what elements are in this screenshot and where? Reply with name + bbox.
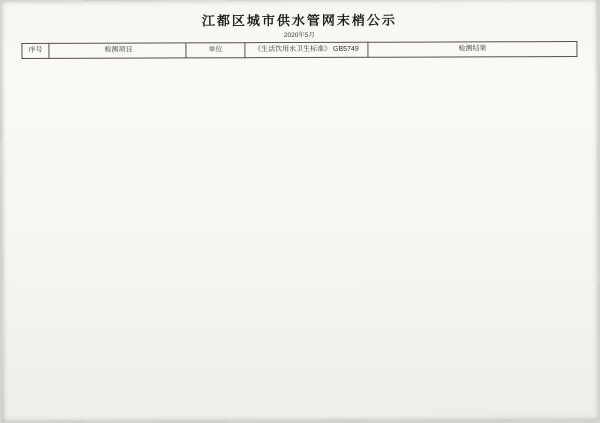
scanned-document [1, 0, 598, 422]
water-quality-table [21, 41, 577, 59]
column-header-unit: 单位 [186, 43, 245, 58]
page-title: 江都区城市供水管网末梢公示 [201, 12, 397, 29]
column-header-standard: 《生活饮用水卫生标准》 GB5749 [245, 42, 368, 57]
column-header-row [22, 42, 577, 59]
column-header-item: 检测项目 [49, 43, 186, 58]
column-header-seq: 序号 [22, 43, 49, 58]
page-subtitle: 2020年5月 [283, 31, 315, 40]
column-header-result: 检测结果 [368, 42, 577, 58]
